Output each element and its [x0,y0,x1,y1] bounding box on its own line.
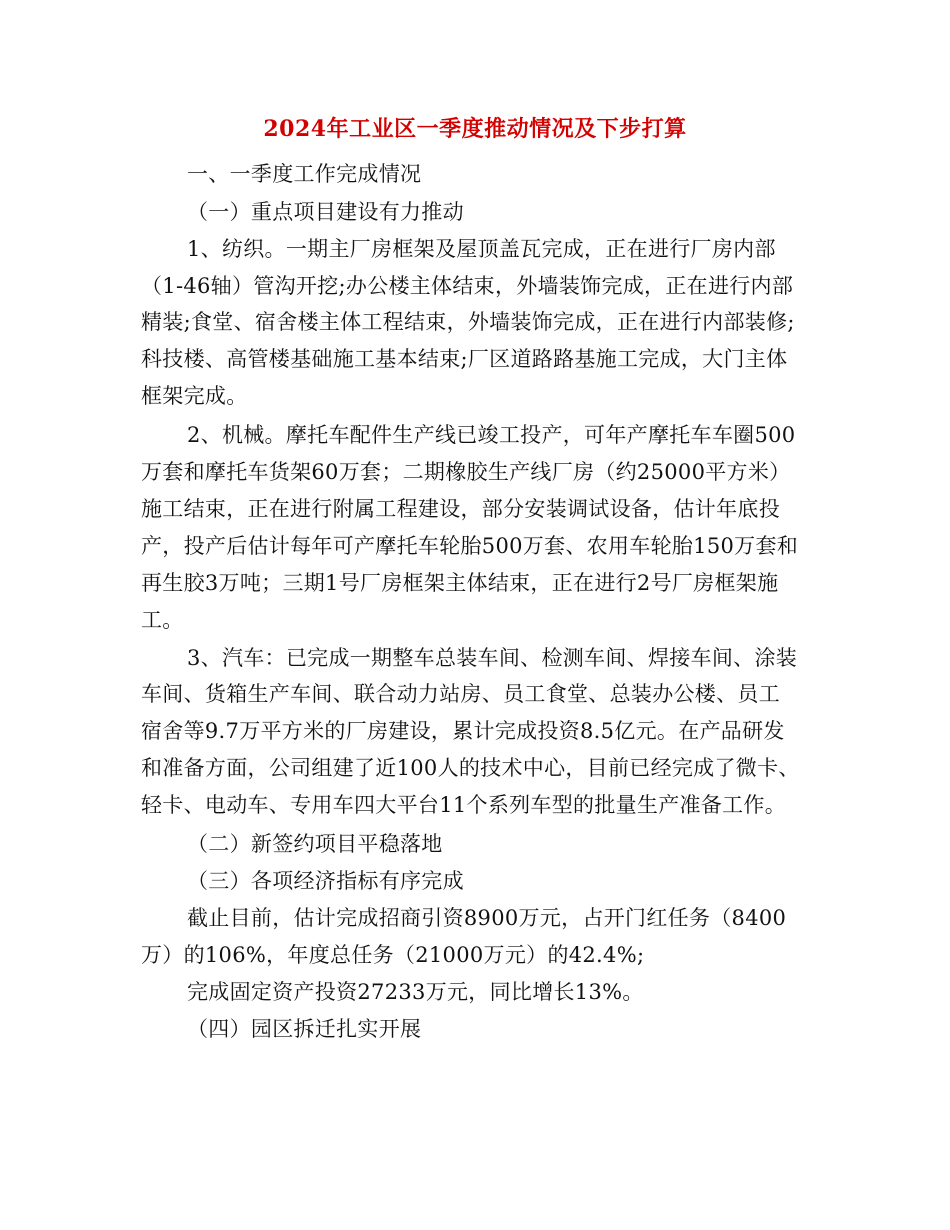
document-title: 2024年工业区一季度推动情况及下步打算 [263,116,687,142]
paragraph-line: 3、汽车：已完成一期整车总装车间、检测车间、焊接车间、涂装 [187,646,798,670]
paragraph-line: 2、机械。摩托车配件生产线已竣工投产，可年产摩托车车圈500 [187,423,796,447]
paragraph-line: 1、纺织。一期主厂房框架及屋顶盖瓦完成，正在进行厂房内部 [187,237,776,261]
paragraph-line: 工。 [141,608,184,632]
subsection-heading-1: （一）重点项目建设有力推动 [187,200,464,224]
paragraph-line: 再生胶3万吨；三期1号厂房框架主体结束，正在进行2号厂房框架施 [141,571,779,595]
subsection-heading-2: （二）新签约项目平稳落地 [187,832,443,856]
paragraph-line: 万套和摩托车货架60万套；二期橡胶生产线厂房（约25000平方米） [141,460,791,484]
subsection-heading-3: （三）各项经济指标有序完成 [187,869,464,893]
paragraph-line: 施工结束，正在进行附属工程建设，部分安装调试设备，估计年底投 [141,497,780,521]
section-heading-1: 一、一季度工作完成情况 [187,162,422,186]
paragraph-line: 车间、货箱生产车间、联合动力站房、员工食堂、总装办公楼、员工 [141,682,780,706]
paragraph-line: 精装;食堂、宿舍楼主体工程结束，外墙装饰完成，正在进行内部装修; [141,310,795,334]
subsection-heading-4: （四）园区拆迁扎实开展 [187,1017,422,1041]
paragraph-line: 科技楼、高管楼基础施工基本结束;厂区道路路基施工完成，大门主体 [141,347,788,371]
paragraph-line: 完成固定资产投资27233万元，同比增长13%。 [187,980,644,1004]
paragraph-line: 万）的106%，年度总任务（21000万元）的42.4%; [141,943,645,967]
paragraph-line: 和准备方面，公司组建了近100人的技术中心，目前已经完成了微卡、 [141,756,800,780]
paragraph-line: 框架完成。 [141,384,248,408]
paragraph-line: 宿舍等9.7万平方米的厂房建设，累计完成投资8.5亿元。在产品研发 [141,719,785,743]
paragraph-line: 轻卡、电动车、专用车四大平台11个系列车型的批量生产准备工作。 [141,793,787,817]
paragraph-line: 截止目前，估计完成招商引资8900万元，占开门红任务（8400 [187,906,787,930]
paragraph-line: 产，投产后估计每年可产摩托车轮胎500万套、农用车轮胎150万套和 [141,534,799,558]
paragraph-line: （1-46轴）管沟开挖;办公楼主体结束，外墙装饰完成，正在进行内部 [141,274,794,298]
